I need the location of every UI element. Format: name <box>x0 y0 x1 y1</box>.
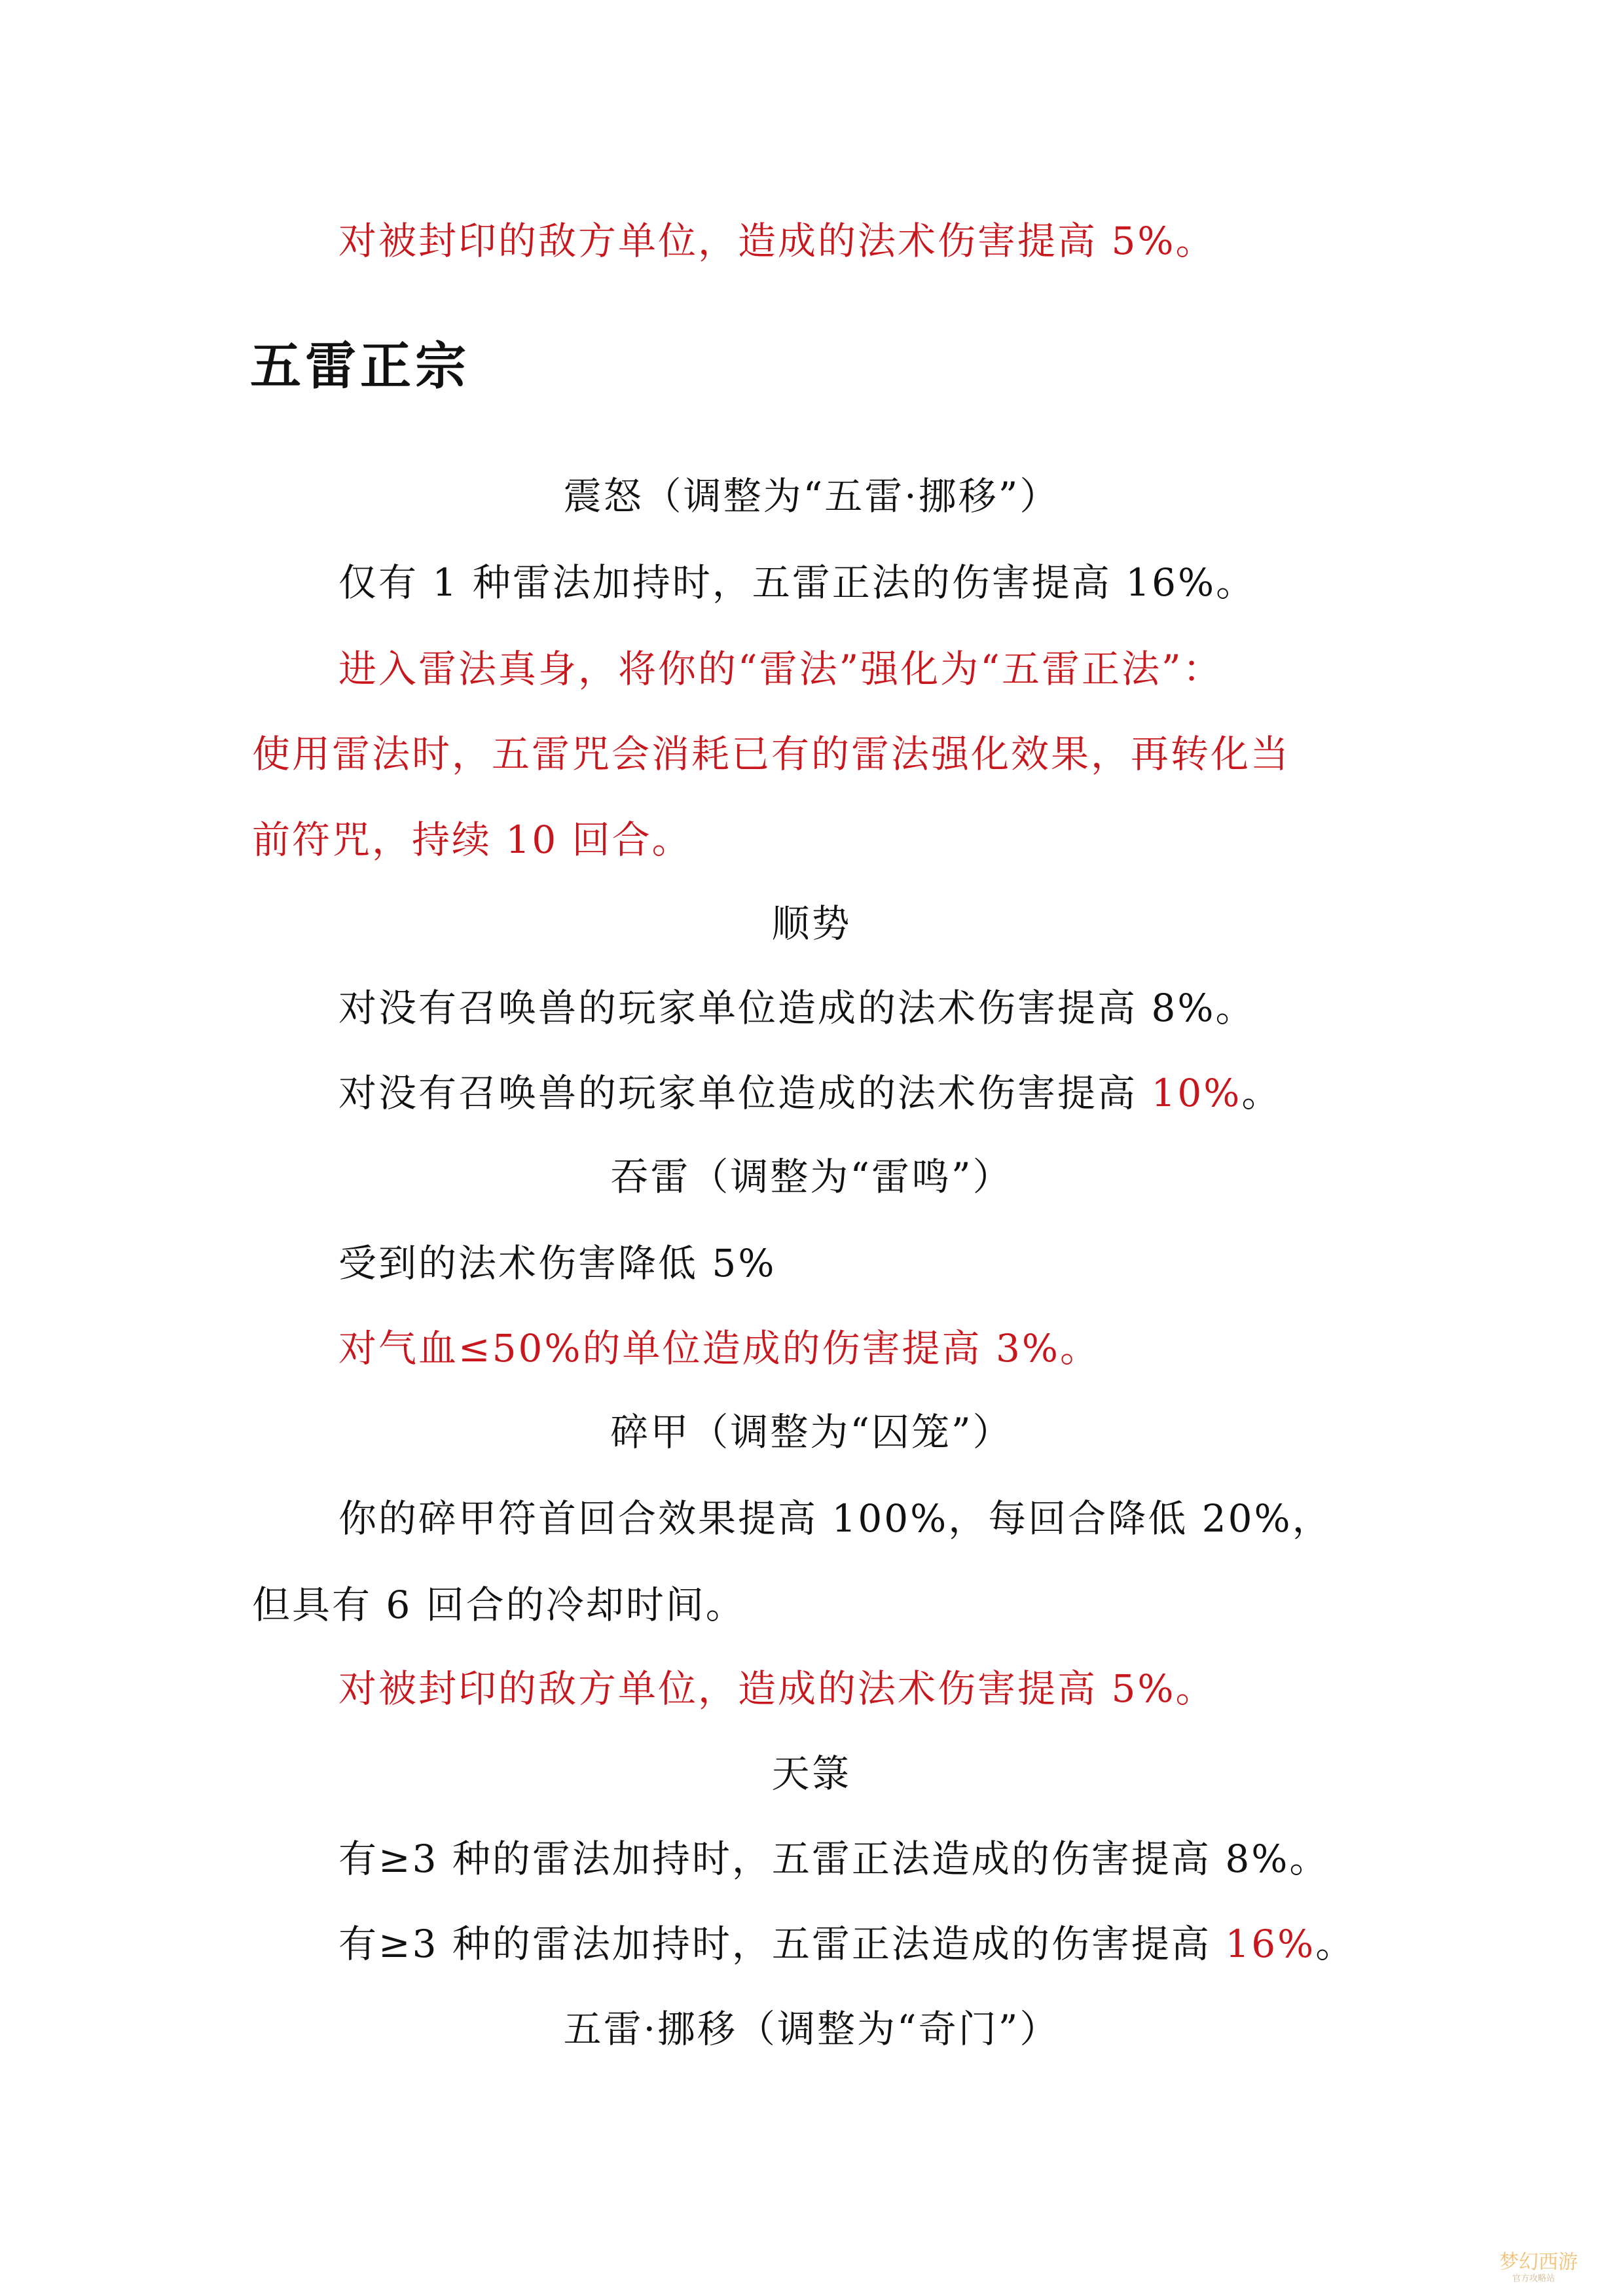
skill-title-shunshi: 顺势 <box>771 901 852 946</box>
skill-title-tunlei: 吞雷（调整为“雷鸣”） <box>610 1155 1013 1199</box>
skill-title-zhennu: 震怒（调整为“五雷·挪移”） <box>563 474 1060 518</box>
skill-new-shunshi <box>338 1067 1281 1119</box>
skill-old-zhennu: 仅有 1 种雷法加持时，五雷正法的伤害提高 16%。 <box>338 560 1256 605</box>
skill-title-suijia: 碎甲（调整为“囚笼”） <box>610 1410 1013 1454</box>
skill-new-shunshi-value: 10% <box>1151 1071 1242 1115</box>
skill-title-tianlu: 天箓 <box>771 1751 852 1796</box>
watermark-logo <box>1499 2251 1597 2286</box>
skill-new-tianlu-suffix: 。 <box>1315 1922 1356 1966</box>
skill-title-wulei-nuoyi: 五雷·挪移（调整为“奇门”） <box>563 2007 1060 2051</box>
skill-new-tianlu-prefix: 有≥3 种的雷法加持时，五雷正法造成的伤害提高 <box>338 1922 1226 1966</box>
skill-new-zhennu-line-3: 前符咒，持续 10 回合。 <box>252 817 692 862</box>
skill-new-tunlei: 对气血≤50%的单位造成的伤害提高 3%。 <box>338 1326 1100 1371</box>
section-title: 五雷正宗 <box>250 337 471 396</box>
intro-red-line: 对被封印的敌方单位，造成的法术伤害提高 5%。 <box>338 219 1216 263</box>
skill-old-shunshi: 对没有召唤兽的玩家单位造成的法术伤害提高 8%。 <box>338 986 1256 1030</box>
skill-new-zhennu-line-2: 使用雷法时，五雷咒会消耗已有的雷法强化效果，再转化当 <box>252 732 1291 776</box>
watermark-sub-text: 官方攻略站 <box>1512 2274 1556 2284</box>
skill-new-tianlu-value: 16% <box>1225 1922 1316 1966</box>
skill-old-tunlei: 受到的法术伤害降低 5% <box>338 1241 776 1285</box>
skill-new-zhennu-line-1: 进入雷法真身，将你的“雷法”强化为“五雷正法”： <box>338 647 1223 691</box>
skill-old-suijia-line-1: 你的碎甲符首回合效果提高 100%，每回合降低 20%， <box>338 1496 1332 1541</box>
skill-new-shunshi-suffix: 。 <box>1241 1071 1282 1115</box>
skill-old-suijia-line-2: 但具有 6 回合的冷却时间。 <box>252 1583 746 1627</box>
skill-new-suijia: 对被封印的敌方单位，造成的法术伤害提高 5%。 <box>338 1666 1216 1711</box>
skill-new-tianlu <box>338 1918 1355 1970</box>
watermark-logo-text: 梦幻西游 <box>1499 2251 1578 2274</box>
skill-old-tianlu: 有≥3 种的雷法加持时，五雷正法造成的伤害提高 8%。 <box>338 1837 1330 1881</box>
skill-new-shunshi-prefix: 对没有召唤兽的玩家单位造成的法术伤害提高 <box>338 1071 1152 1115</box>
